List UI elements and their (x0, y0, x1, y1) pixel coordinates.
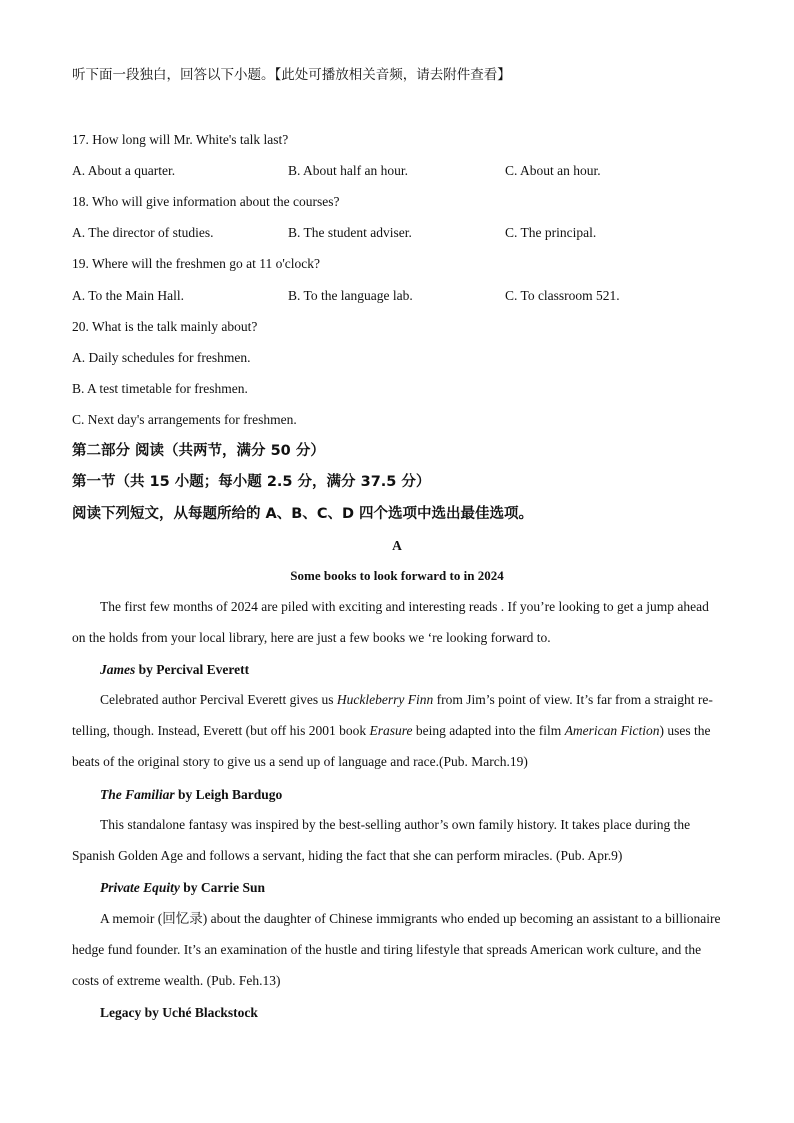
q19-option-c: C. To classroom 521. (505, 288, 620, 303)
question-18: 18. Who will give information about the courses? (72, 194, 340, 209)
question-17: 17. How long will Mr. White's talk last? (72, 132, 289, 147)
book-heading-the-familiar (100, 786, 282, 804)
passage-intro: The first few months of 2024 are piled with exciting and interesting reads . If you’re looking to get a jump ahead on the holds from your local library, here are just a few books we ‘re looking forward to. (72, 599, 709, 645)
book-description-the-familiar: This standalone fantasy was inspired by the best-selling author’s own family history. It takes place during the Spanish Golden Age and follows a servant, hiding the fact that she can perform miracles. (Pub. Apr.9) (72, 817, 691, 863)
desc-text: ) uses the beats of the original story to give us a send up of language and race.(Pub. March.19) (72, 723, 711, 769)
desc-italic-title: American Fiction (564, 723, 660, 738)
question-20: 20. What is the talk mainly about? (72, 319, 258, 334)
q17-option-b: B. About half an hour. (288, 163, 408, 178)
reading-part-heading: 第二部分 阅读（共两节，满分 50 分） (72, 443, 325, 459)
desc-italic-title: Erasure (369, 723, 413, 738)
desc-text: from Jim’s point of view. It’s far from a straight re-telling, though. Instead, Everett (but off his 2001 book (72, 692, 713, 738)
passage-title: Some books to look forward to in 2024 (290, 568, 504, 583)
book-description-private-equity: A memoir (回忆录) about the daughter of Chinese immigrants who ended up becoming an assistant to a billionaire hedge fund founder. It’s an examination of the hustle and tiring lifestyle that spreads American work culture, and the costs of extreme wealth. (Pub. Feh.13) (72, 911, 721, 988)
q18-option-a: A. The director of studies. (72, 225, 214, 240)
q17-option-a: A. About a quarter. (72, 163, 176, 178)
desc-italic-title: Huckleberry Finn (336, 692, 434, 707)
book-author: by Percival Everett (135, 662, 250, 677)
q20-option-a: A. Daily schedules for freshmen. (72, 350, 251, 365)
book-author: by Leigh Bardugo (174, 787, 283, 802)
reading-directions: 阅读下列短文，从每题所给的 A、B、C、D 四个选项中选出最佳选项。 (72, 506, 534, 522)
subsection-heading: 第一节（共 15 小题；每小题 2.5 分，满分 37.5 分） (72, 474, 431, 490)
q17-option-c: C. About an hour. (505, 163, 601, 178)
q19-option-a: A. To the Main Hall. (72, 288, 185, 303)
book-description-james (72, 684, 722, 777)
book-heading-james (100, 661, 249, 679)
book-title: Private Equity (100, 880, 180, 895)
q18-option-c: C. The principal. (505, 225, 597, 240)
question-19: 19. Where will the freshmen go at 11 o'clock? (72, 256, 320, 271)
book-title: The Familiar (100, 787, 175, 802)
book-title: James (100, 662, 136, 677)
q20-option-c: C. Next day's arrangements for freshmen. (72, 412, 297, 427)
book-heading-legacy: Legacy by Uché Blackstock (100, 1005, 258, 1020)
desc-text: being adapted into the film (412, 723, 565, 738)
q20-option-b: B. A test timetable for freshmen. (72, 381, 248, 396)
q19-option-b: B. To the language lab. (288, 288, 413, 303)
listening-instruction: 听下面一段独白，回答以下小题。【此处可播放相关音频，请去附件查看】 (72, 67, 511, 83)
desc-text: Celebrated author Percival Everett gives us (100, 692, 337, 707)
book-heading-private-equity (100, 879, 265, 897)
q18-option-b: B. The student adviser. (288, 225, 412, 240)
passage-letter: A (392, 538, 402, 553)
book-author: by Carrie Sun (179, 880, 266, 895)
